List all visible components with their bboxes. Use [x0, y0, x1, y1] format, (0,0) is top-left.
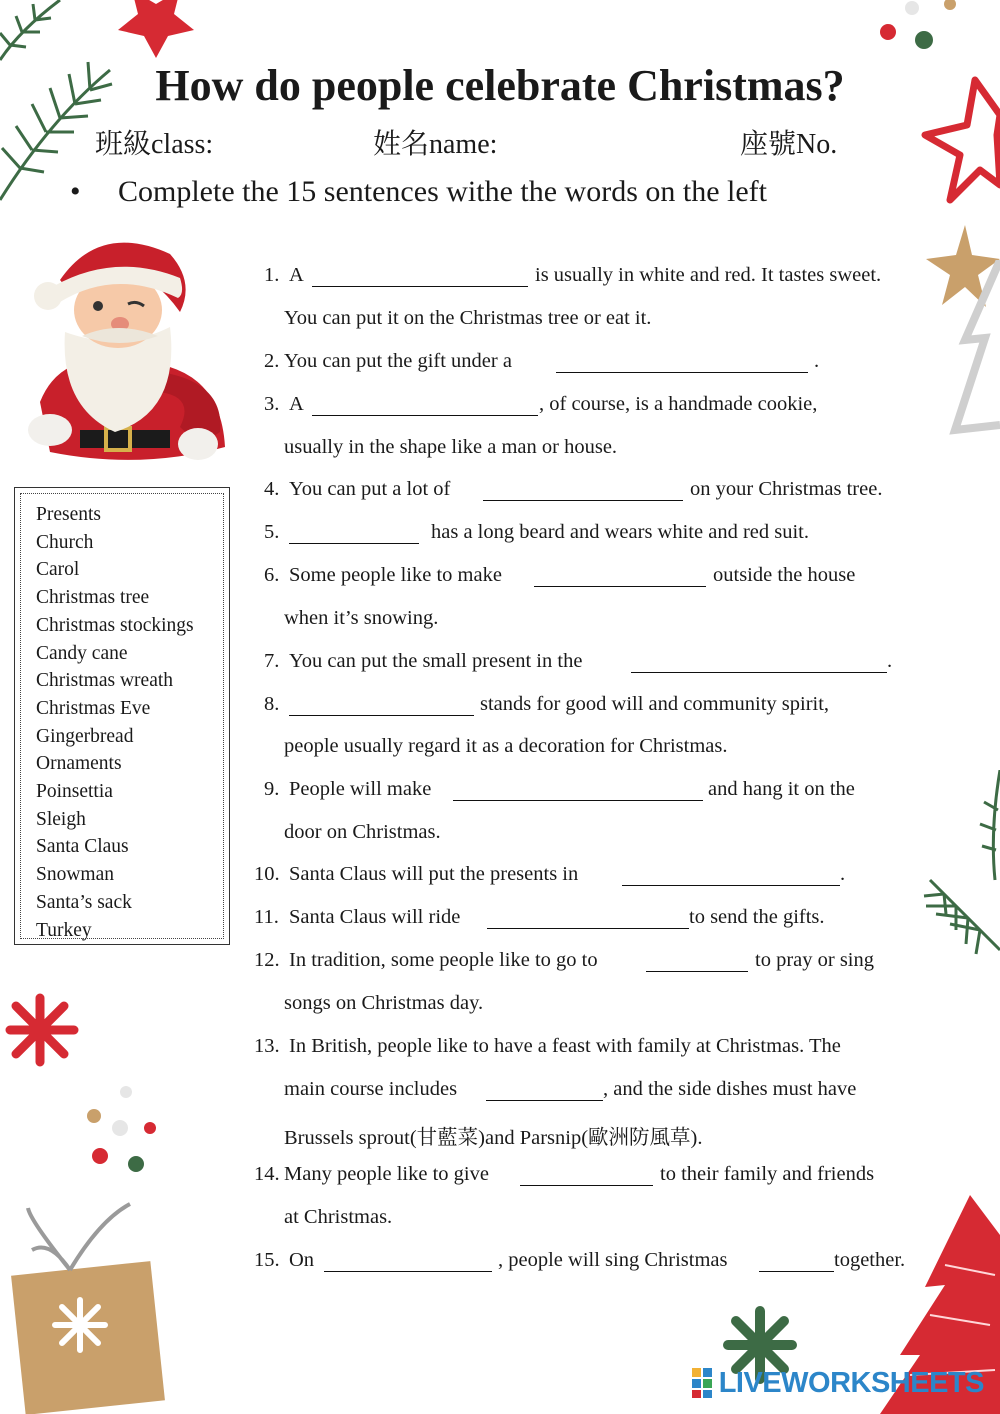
answer-blank-8[interactable] — [289, 714, 474, 716]
question-12-continued: songs on Christmas day. — [284, 992, 484, 1014]
question-number: 15. — [254, 1249, 280, 1271]
question-text: You can put a lot of — [289, 478, 451, 500]
question-number: 4. — [264, 478, 280, 500]
dots-left — [80, 1080, 170, 1180]
question-number: 10. — [254, 863, 280, 885]
question-text: outside the house — [713, 564, 856, 586]
question-9-continued: door on Christmas. — [284, 821, 441, 843]
instruction-text: Complete the 15 sentences withe the words on the left — [118, 175, 767, 208]
answer-blank-7[interactable] — [631, 671, 887, 673]
question-text: to pray or sing — [755, 949, 874, 971]
answer-blank-15a[interactable] — [324, 1270, 492, 1272]
word-bank-item: Christmas stockings — [36, 614, 194, 636]
question-text: In British, people like to have a feast with family at Christmas. The — [289, 1035, 841, 1057]
gift-box-left — [10, 1200, 170, 1414]
name-label: 姓名name: — [373, 129, 498, 160]
question-number: 14. — [254, 1163, 280, 1185]
answer-blank-12[interactable] — [646, 970, 748, 972]
question-text: . — [814, 350, 820, 372]
answer-blank-6[interactable] — [534, 585, 706, 587]
question-text: , of course, is a handmade cookie, — [539, 393, 818, 415]
question-text: has a long beard and wears white and red suit. — [431, 521, 809, 543]
word-bank-item: Poinsettia — [36, 781, 113, 803]
liveworksheets-logo[interactable]: LIVEWORKSHEETS — [718, 1367, 984, 1399]
question-1-continued: You can put it on the Christmas tree or eat it. — [284, 307, 652, 329]
question-6-continued: when it’s snowing. — [284, 607, 439, 629]
word-bank-item: Carol — [36, 559, 80, 581]
answer-blank-13[interactable] — [486, 1099, 603, 1101]
word-bank-item: Turkey — [36, 919, 92, 941]
question-text: People will make — [289, 778, 432, 800]
question-number: 8. — [264, 693, 280, 715]
answer-blank-4[interactable] — [483, 499, 683, 501]
question-3-continued: usually in the shape like a man or house. — [284, 436, 618, 458]
word-bank-item: Ornaments — [36, 753, 122, 775]
question-text: main course includes — [284, 1078, 458, 1100]
word-bank-item: Christmas Eve — [36, 697, 151, 719]
answer-blank-14[interactable] — [520, 1184, 653, 1186]
question-text: In tradition, some people like to go to — [289, 949, 598, 971]
star-red-top — [108, 0, 203, 60]
word-bank-item: Church — [36, 531, 94, 553]
question-number: 12. — [254, 949, 280, 971]
question-text: Santa Claus will put the presents in — [289, 863, 579, 885]
word-bank-item: Christmas tree — [36, 587, 150, 609]
snowflake-red-left — [0, 990, 85, 1070]
question-text: together. — [834, 1249, 906, 1271]
question-number: 6. — [264, 564, 280, 586]
answer-blank-15b[interactable] — [759, 1270, 834, 1272]
pine-branch-right — [920, 770, 1000, 970]
word-bank-item: Snowman — [36, 864, 114, 886]
instruction — [70, 175, 767, 209]
bullet: • — [70, 175, 81, 208]
question-text: . — [887, 650, 893, 672]
question-number: 2. — [264, 350, 280, 372]
question-text: Many people like to give — [284, 1163, 489, 1185]
question-text: to send the gifts. — [689, 906, 825, 928]
answer-blank-1[interactable] — [312, 285, 528, 287]
word-bank — [14, 487, 230, 945]
answer-blank-5[interactable] — [289, 542, 419, 544]
question-text: to their family and friends — [660, 1163, 875, 1185]
word-bank-item: Sleigh — [36, 808, 86, 830]
question-number: 3. — [264, 393, 280, 415]
answer-blank-11[interactable] — [487, 927, 689, 929]
question-14-continued: at Christmas. — [284, 1206, 393, 1228]
word-bank-item: Santa Claus — [36, 836, 129, 858]
word-bank-item: Gingerbread — [36, 725, 134, 747]
word-bank-item: Presents — [36, 504, 101, 525]
question-text: stands for good will and community spirit, — [480, 693, 830, 715]
question-text: On — [289, 1249, 315, 1271]
question-number: 11. — [254, 906, 279, 928]
question-number: 7. — [264, 650, 280, 672]
liveworksheets-logo-icon — [692, 1368, 714, 1398]
answer-blank-2[interactable] — [556, 371, 808, 373]
question-text: , and the side dishes must have — [603, 1078, 857, 1100]
word-bank-item: Candy cane — [36, 642, 128, 664]
question-number: 1. — [264, 264, 280, 286]
tree-outline-grey-right — [940, 260, 1000, 440]
question-text: A — [289, 393, 304, 415]
question-text: is usually in white and red. It tastes sweet. — [535, 264, 882, 286]
question-text: on your Christmas tree. — [690, 478, 883, 500]
question-8-continued: people usually regard it as a decoration for Christmas. — [284, 735, 728, 757]
question-number: 13. — [254, 1035, 280, 1057]
question-text: A — [289, 264, 304, 286]
word-bank-item: Santa’s sack — [36, 891, 132, 913]
question-text: You can put the gift under a — [284, 350, 512, 372]
question-number: 5. — [264, 521, 280, 543]
dots-top-right — [870, 0, 1000, 60]
question-text: Santa Claus will ride — [289, 906, 461, 928]
seat-number-label: 座號No. — [740, 129, 838, 160]
answer-blank-10[interactable] — [622, 884, 840, 886]
question-text: You can put the small present in the — [289, 650, 583, 672]
question-text: . — [840, 863, 846, 885]
question-text: , people will sing Christmas — [498, 1249, 728, 1271]
answer-blank-9[interactable] — [453, 799, 703, 801]
question-text: and hang it on the — [708, 778, 855, 800]
answer-blank-3[interactable] — [312, 414, 538, 416]
santa-claus-image — [20, 232, 235, 467]
question-text: Some people like to make — [289, 564, 502, 586]
question-13-continued: Brussels sprout(甘藍菜)and Parsnip(歐洲防風草). — [284, 1127, 703, 1149]
class-label: 班級class: — [95, 129, 214, 160]
word-bank-item: Christmas wreath — [36, 670, 174, 692]
question-number: 9. — [264, 778, 280, 800]
page-title: How do people celebrate Christmas? — [155, 61, 845, 110]
